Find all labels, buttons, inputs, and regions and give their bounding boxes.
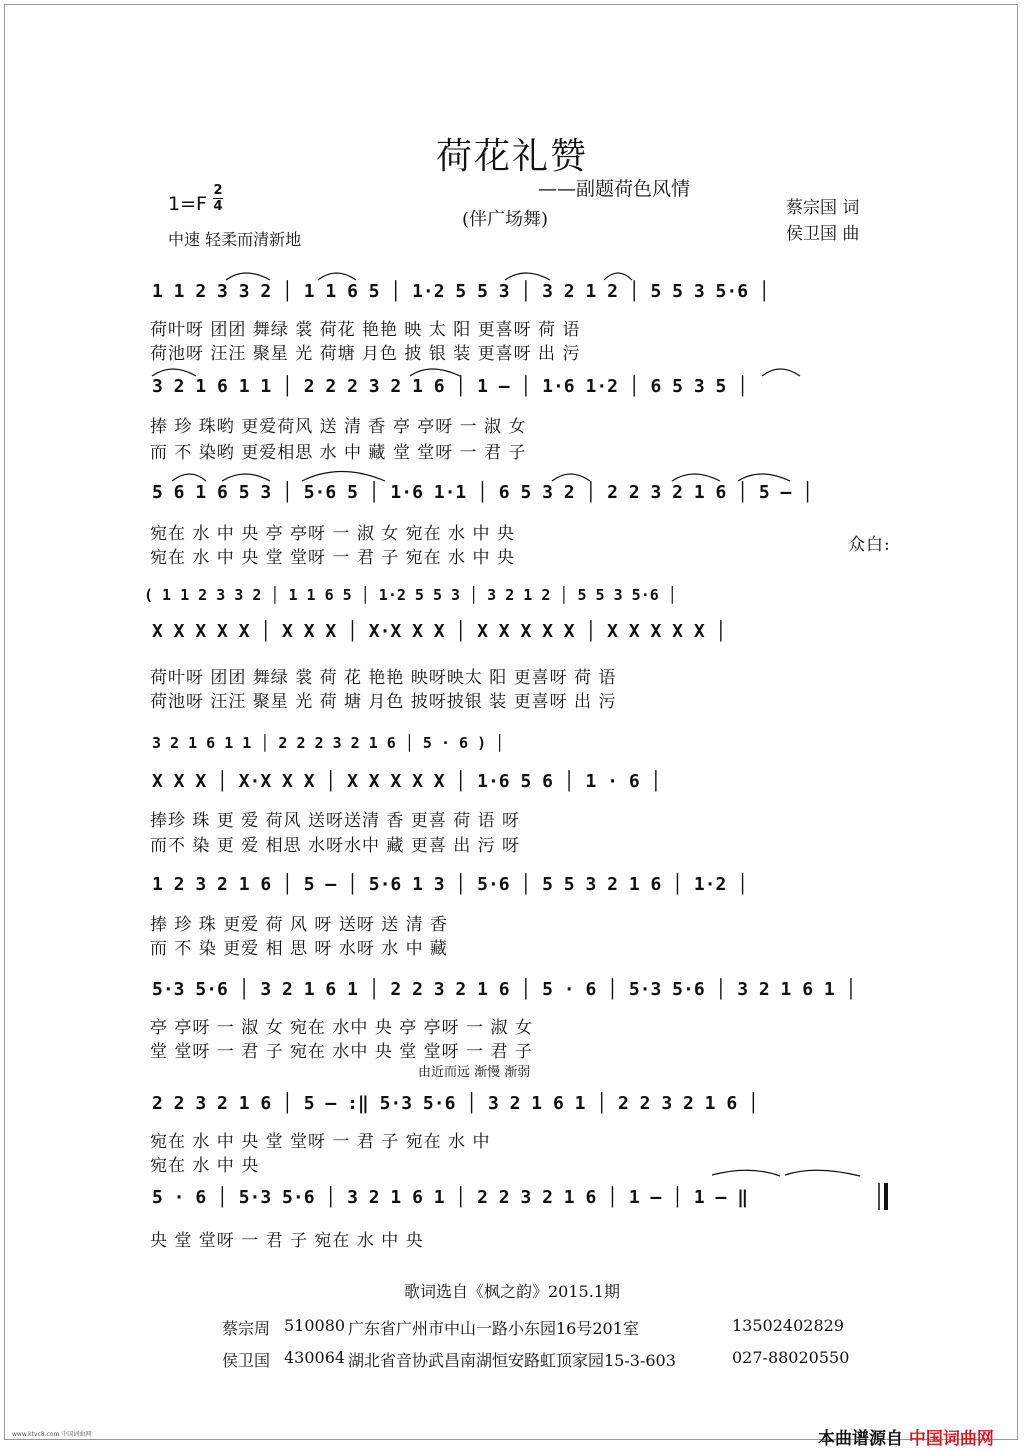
lyrics-source-note: 歌词选自《枫之韵》2015.1期 (404, 1282, 620, 1301)
notation-line: 3 2 1 6 1 1 │ 2 2 2 3 2 1 6 │ 1 – │ 1·6 1·2 │ 6 5 3 5 │ (152, 376, 749, 397)
dynamics-marking: 由近而远 渐慢 渐弱 (418, 1065, 531, 1080)
footer-source-label: 本曲谱源自 (818, 1429, 903, 1449)
rhythm-line: X X X X X │ X X X │ X·X X X │ X X X X X │ X X X X X │ (152, 621, 727, 642)
notation-line: 5 · 6 │ 5·3 5·6 │ 3 2 1 6 1 │ 2 2 3 2 1 6 │ 1 – │ 1 – ‖ (152, 1187, 749, 1208)
contact-phone: 027-88020550 (732, 1348, 850, 1367)
contact-postcode: 430064 (284, 1348, 346, 1367)
song-subtitle: ——副题荷色风情 (538, 178, 691, 200)
lyric-line: 捧 珍 珠哟 更爱荷风 送 清 香 亭 亭呀 一 淑 女 (150, 417, 527, 437)
lyric-line: 亭 亭呀 一 淑 女 宛在 水中 央 亭 亭呀 一 淑 女 (150, 1018, 533, 1038)
time-signature-top: 2 (213, 183, 223, 198)
notation-line: 5·3 5·6 │ 3 2 1 6 1 │ 2 2 3 2 1 6 │ 5 · 6 │ 5·3 5·6 │ 3 2 1 6 1 │ (152, 979, 857, 1000)
lyric-line: 宛在 水 中 央 堂 堂呀 一 君 子 宛在 水 中 央 (150, 548, 515, 568)
lyricist-credit: 蔡宗国 词 (786, 198, 860, 218)
contact-address: 广东省广州市中山一路小东园16号201室 (348, 1319, 639, 1338)
lyric-line: 捧珍 珠 更 爱 荷风 送呀送清 香 更喜 荷 语 呀 (150, 811, 521, 831)
time-signature (213, 184, 223, 213)
contact-address: 湖北省音协武昌南湖恒安路虹顶家园15-3-603 (348, 1351, 676, 1370)
lyric-line: 而不 染 更 爱 相思 水呀水中 藏 更喜 出 污 呀 (150, 836, 521, 856)
lyric-line: 荷叶呀 团团 舞绿 裳 荷 花 艳艳 映呀映太 阳 更喜呀 荷 语 (150, 668, 617, 688)
footer-site-note: www.ktvc8.com 中国词曲网 (12, 1431, 92, 1438)
lyric-line: 宛在 水 中 央 亭 亭呀 一 淑 女 宛在 水 中 央 (150, 524, 515, 544)
lyric-line: 央 堂 堂呀 一 君 子 宛在 水 中 央 (150, 1231, 424, 1251)
contact-postcode: 510080 (284, 1316, 346, 1335)
contact-name: 侯卫国 (222, 1351, 271, 1370)
lyric-line: 荷叶呀 团团 舞绿 裳 荷花 艳艳 映 太 阳 更喜呀 荷 语 (150, 320, 581, 340)
contact-phone: 13502402829 (732, 1316, 844, 1335)
notation-line: 2 2 3 2 1 6 │ 5 – :‖ 5·3 5·6 │ 3 2 1 6 1 │ 2 2 3 2 1 6 │ (152, 1093, 759, 1114)
footer-site-link[interactable]: 中国词曲网 (908, 1429, 994, 1449)
notation-line: 3 2 1 6 1 1 │ 2 2 2 3 2 1 6 │ 5 · 6 ) │ (152, 734, 505, 752)
notation-line: ( 1 1 2 3 3 2 │ 1 1 6 5 │ 1·2 5 5 3 │ 3 2 1 2 │ 5 5 3 5·6 │ (144, 586, 677, 604)
lyric-line: 而 不 染 更爱 相 思 呀 水呀 水 中 藏 (150, 939, 449, 959)
time-signature-bottom: 4 (213, 199, 223, 214)
spoken-cue: 众白: (848, 535, 891, 555)
key-signature: 1=F (168, 193, 207, 215)
lyric-line: 宛在 水 中 央 (150, 1156, 260, 1176)
lyric-line: 宛在 水 中 央 堂 堂呀 一 君 子 宛在 水 中 (150, 1132, 491, 1152)
notation-line: 5 6 1 6 5 3 │ 5·6 5 │ 1·6 1·1 │ 6 5 3 2 │ 2 2 3 2 1 6 │ 5 – │ (152, 482, 814, 503)
contact-name: 蔡宗周 (222, 1319, 271, 1338)
lyric-line: 荷池呀 汪汪 聚星 光 荷塘 月色 披 银 装 更喜呀 出 污 (150, 344, 581, 364)
notation-line: 1 2 3 2 1 6 │ 5 – │ 5·6 1 3 │ 5·6 │ 5 5 3 2 1 6 │ 1·2 │ (152, 874, 749, 895)
song-title: 荷花礼赞 (435, 136, 588, 177)
accompaniment-note: (伴广场舞) (462, 209, 549, 230)
tempo-marking: 中速 轻柔而清新地 (168, 230, 302, 249)
lyric-line: 堂 堂呀 一 君 子 宛在 水中 央 堂 堂呀 一 君 子 (150, 1042, 533, 1062)
lyric-line: 荷池呀 汪汪 聚星 光 荷 塘 月色 披呀披银 装 更喜呀 出 污 (150, 692, 617, 712)
notation-line: 1 1 2 3 3 2 │ 1 1 6 5 │ 1·2 5 5 3 │ 3 2 1 2 │ 5 5 3 5·6 │ (152, 281, 770, 302)
lyric-line: 捧 珍 珠 更爱 荷 风 呀 送呀 送 清 香 (150, 915, 449, 935)
composer-credit: 侯卫国 曲 (786, 224, 860, 244)
footer-watermark (818, 1424, 994, 1449)
rhythm-line: X X X │ X·X X X │ X X X X X │ 1·6 5 6 │ 1 · 6 │ (152, 771, 662, 792)
lyric-line: 而 不 染哟 更爱相思 水 中 藏 堂 堂呀 一 君 子 (150, 443, 527, 463)
